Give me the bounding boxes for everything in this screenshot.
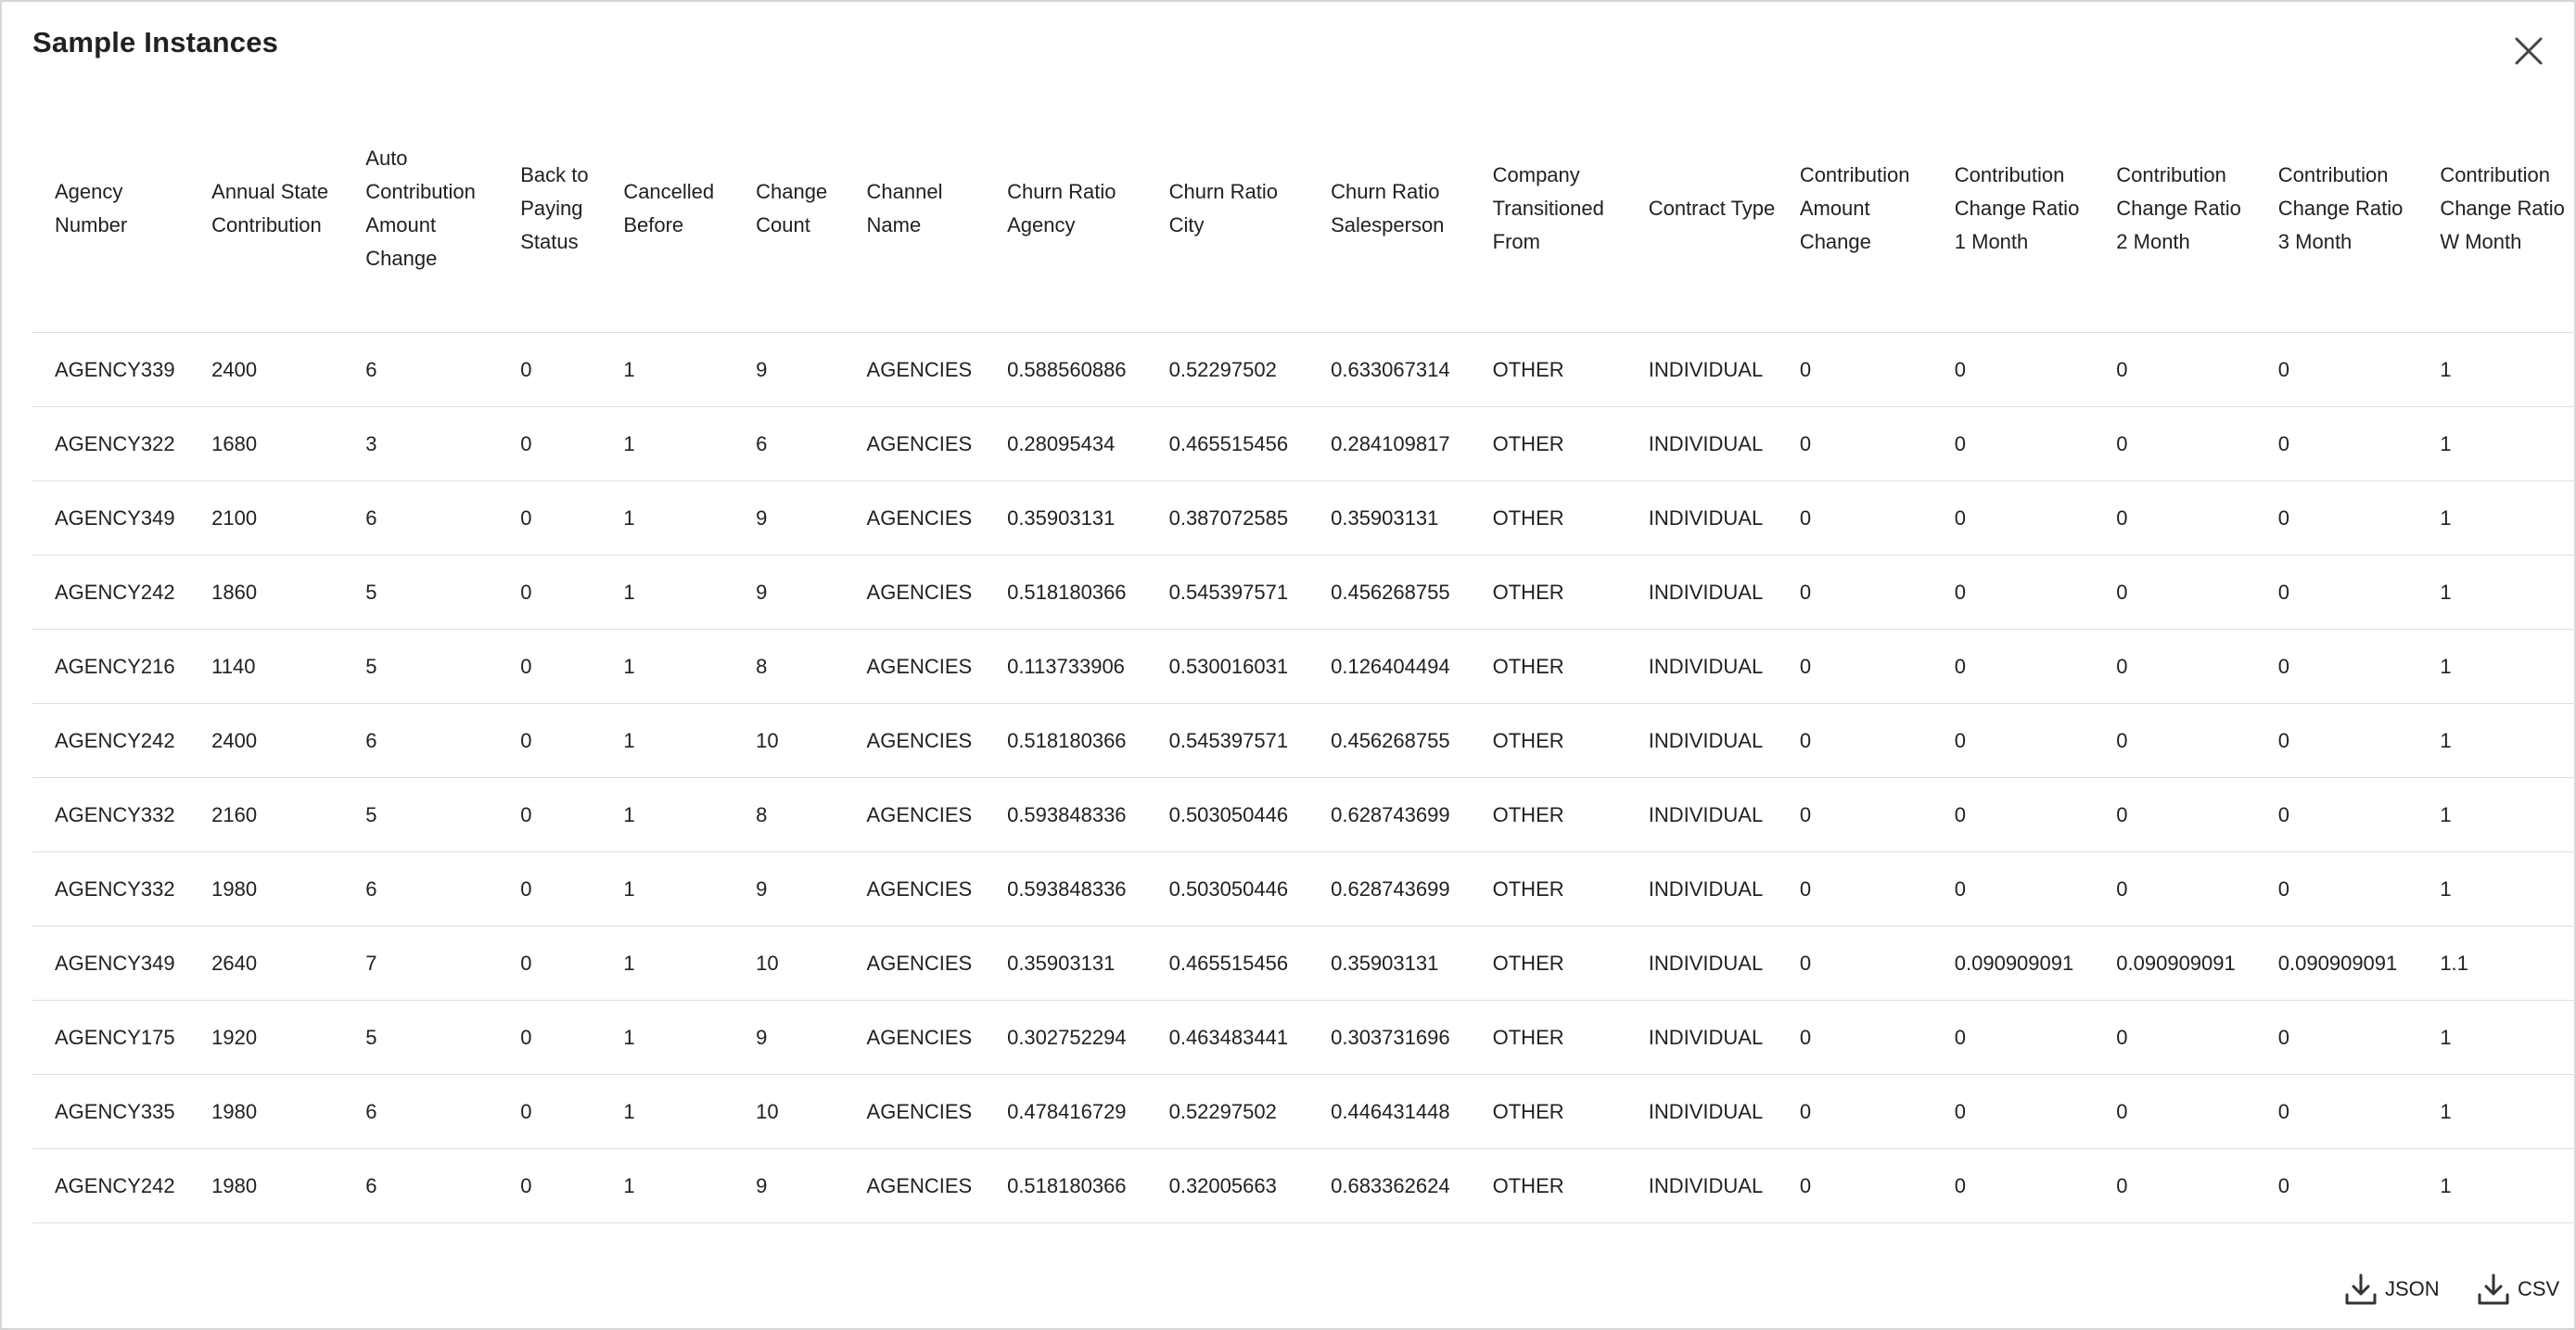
table-cell: 0.465515456 (1147, 927, 1309, 1001)
download-icon (2342, 1271, 2379, 1308)
table-cell: 0 (498, 927, 601, 1001)
table-cell: 0.303731696 (1308, 1001, 1471, 1075)
table-cell: 6 (343, 1149, 498, 1223)
table-cell: 1 (601, 556, 733, 630)
table-cell: 0.518180366 (985, 556, 1147, 630)
table-cell: 0 (2094, 704, 2256, 778)
table-cell: OTHER (1471, 1075, 1626, 1149)
table-cell: 1680 (189, 407, 343, 481)
table-cell: 0.302752294 (985, 1001, 1147, 1075)
table-cell: INDIVIDUAL (1626, 927, 1778, 1001)
table-cell: 0.090909091 (2094, 927, 2256, 1001)
column-header: Contribution Change Ratio 2 Month (2094, 85, 2256, 333)
table-cell: 5 (343, 630, 498, 704)
table-cell: 0.090909091 (2256, 927, 2418, 1001)
table-cell: 1 (2417, 556, 2576, 630)
table-cell: 0 (2256, 407, 2418, 481)
table-cell: AGENCIES (845, 481, 986, 556)
table-cell: 0 (1778, 1149, 1932, 1223)
table-cell: OTHER (1471, 778, 1626, 852)
table-cell: AGENCIES (845, 1075, 986, 1149)
table-cell: 0 (1932, 778, 2095, 852)
table-cell: 0.52297502 (1147, 333, 1309, 407)
table-row (32, 1075, 2576, 1149)
table-cell: 0 (1778, 407, 1932, 481)
table-cell: AGENCIES (845, 852, 986, 927)
table-cell: 0.518180366 (985, 704, 1147, 778)
table-cell: AGENCY335 (32, 1075, 189, 1149)
table-cell: 0 (498, 852, 601, 927)
table-cell: 0.446431448 (1308, 1075, 1471, 1149)
table-cell: OTHER (1471, 1001, 1626, 1075)
table-cell: 0.113733906 (985, 630, 1147, 704)
table-row (32, 407, 2576, 481)
table-cell: 0.456268755 (1308, 556, 1471, 630)
table-cell: 0.593848336 (985, 852, 1147, 927)
table-cell: AGENCIES (845, 704, 986, 778)
table-cell: 0.090909091 (1932, 927, 2095, 1001)
table-cell: 0 (1778, 1075, 1932, 1149)
table-cell: AGENCIES (845, 333, 986, 407)
table-cell: 0 (1932, 1001, 2095, 1075)
table-cell: 9 (733, 333, 844, 407)
table-cell: 6 (733, 407, 844, 481)
table-cell: 1 (601, 778, 733, 852)
table-cell: 0.35903131 (1308, 481, 1471, 556)
table-cell: 0 (1778, 556, 1932, 630)
table-cell: 0 (1778, 481, 1932, 556)
table-cell: AGENCY175 (32, 1001, 189, 1075)
table-cell: 0 (2094, 1075, 2256, 1149)
download-csv-button[interactable] (2475, 1271, 2559, 1308)
table-cell: 0 (498, 407, 601, 481)
table-cell: 9 (733, 481, 844, 556)
table-cell: INDIVIDUAL (1626, 852, 1778, 927)
table-cell: INDIVIDUAL (1626, 481, 1778, 556)
download-icon (2475, 1271, 2512, 1308)
table-cell: INDIVIDUAL (1626, 1149, 1778, 1223)
table-cell: 0 (498, 704, 601, 778)
table-cell: 0 (2256, 333, 2418, 407)
table-cell: 1.1 (2417, 927, 2576, 1001)
table-cell: 1 (2417, 481, 2576, 556)
table-row (32, 333, 2576, 407)
table-cell: 0.35903131 (985, 481, 1147, 556)
instances-table (32, 85, 2576, 1223)
column-header: Agency Number (32, 85, 189, 333)
table-cell: INDIVIDUAL (1626, 1001, 1778, 1075)
table-cell: OTHER (1471, 556, 1626, 630)
table-cell: 0 (498, 1149, 601, 1223)
table-row (32, 481, 2576, 556)
instances-table-container[interactable] (32, 85, 2576, 1226)
table-cell: OTHER (1471, 407, 1626, 481)
table-cell: AGENCY322 (32, 407, 189, 481)
table-row (32, 927, 2576, 1001)
table-cell: 0 (2094, 407, 2256, 481)
table-cell: 9 (733, 852, 844, 927)
table-cell: 0 (1932, 333, 2095, 407)
column-header: Contribution Amount Change (1778, 85, 1932, 333)
table-cell: 0.465515456 (1147, 407, 1309, 481)
table-cell: 1 (601, 481, 733, 556)
table-cell: 0.593848336 (985, 778, 1147, 852)
table-cell: 0 (1778, 927, 1932, 1001)
table-cell: 5 (343, 778, 498, 852)
table-cell: 2400 (189, 704, 343, 778)
column-header: Auto Contribution Amount Change (343, 85, 498, 333)
table-cell: 0 (498, 1001, 601, 1075)
table-cell: 0.518180366 (985, 1149, 1147, 1223)
table-row (32, 704, 2576, 778)
table-cell: 0 (2094, 630, 2256, 704)
table-cell: 1860 (189, 556, 343, 630)
download-json-button[interactable] (2342, 1271, 2440, 1308)
table-cell: 8 (733, 778, 844, 852)
table-cell: 0 (2094, 1149, 2256, 1223)
dialog-title: Sample Instances (32, 26, 279, 58)
table-cell: 1 (2417, 407, 2576, 481)
table-cell: 0 (2256, 481, 2418, 556)
table-cell: 1 (601, 1001, 733, 1075)
table-cell: 0 (2256, 704, 2418, 778)
table-cell: 0 (2094, 481, 2256, 556)
table-cell: 1 (2417, 778, 2576, 852)
column-header: Churn Ratio City (1147, 85, 1309, 333)
table-cell: AGENCIES (845, 1149, 986, 1223)
table-cell: 1 (601, 704, 733, 778)
column-header: Company Transitioned From (1471, 85, 1626, 333)
column-header: Back to Paying Status (498, 85, 601, 333)
table-cell: 0.478416729 (985, 1075, 1147, 1149)
table-cell: 6 (343, 333, 498, 407)
table-row (32, 852, 2576, 927)
table-cell: 0 (2256, 852, 2418, 927)
column-header: Contribution Change Ratio W Month (2417, 85, 2576, 333)
table-body (32, 333, 2576, 1223)
table-cell: AGENCY216 (32, 630, 189, 704)
table-cell: 0 (2094, 852, 2256, 927)
table-cell: INDIVIDUAL (1626, 778, 1778, 852)
table-cell: 9 (733, 556, 844, 630)
table-cell: 0 (498, 630, 601, 704)
header-row (32, 85, 2576, 333)
table-cell: 0 (1932, 1075, 2095, 1149)
table-cell: AGENCY349 (32, 927, 189, 1001)
table-cell: 0 (2094, 778, 2256, 852)
column-header: Contribution Change Ratio 3 Month (2256, 85, 2418, 333)
table-cell: 5 (343, 1001, 498, 1075)
table-cell: 0.503050446 (1147, 852, 1309, 927)
table-cell: 0.628743699 (1308, 778, 1471, 852)
table-cell: OTHER (1471, 630, 1626, 704)
table-cell: 0 (2256, 1001, 2418, 1075)
table-cell: 0 (1778, 1001, 1932, 1075)
table-cell: INDIVIDUAL (1626, 333, 1778, 407)
table-cell: 0 (2256, 630, 2418, 704)
table-cell: 0.456268755 (1308, 704, 1471, 778)
table-cell: INDIVIDUAL (1626, 630, 1778, 704)
table-cell: AGENCY242 (32, 556, 189, 630)
table-cell: OTHER (1471, 927, 1626, 1001)
download-json-label: JSON (2385, 1277, 2440, 1300)
close-button[interactable] (2506, 28, 2552, 74)
table-cell: 0.633067314 (1308, 333, 1471, 407)
table-cell: 2400 (189, 333, 343, 407)
table-cell: AGENCIES (845, 1001, 986, 1075)
table-cell: 1980 (189, 1149, 343, 1223)
table-cell: 0 (498, 481, 601, 556)
table-cell: 0 (1932, 630, 2095, 704)
table-cell: AGENCY349 (32, 481, 189, 556)
table-cell: 0.463483441 (1147, 1001, 1309, 1075)
column-header: Channel Name (845, 85, 986, 333)
table-cell: 5 (343, 556, 498, 630)
table-row (32, 1149, 2576, 1223)
table-cell: 1 (2417, 1149, 2576, 1223)
table-cell: 1 (601, 1075, 733, 1149)
table-cell: OTHER (1471, 333, 1626, 407)
table-cell: 0 (498, 333, 601, 407)
table-cell: 0.35903131 (1308, 927, 1471, 1001)
table-cell: OTHER (1471, 852, 1626, 927)
table-cell: 0.545397571 (1147, 556, 1309, 630)
table-cell: 10 (733, 927, 844, 1001)
table-cell: 1 (601, 333, 733, 407)
table-cell: 0 (1778, 630, 1932, 704)
table-cell: 0 (2094, 556, 2256, 630)
table-cell: 0.28095434 (985, 407, 1147, 481)
table-cell: 0 (1778, 333, 1932, 407)
close-icon (2514, 36, 2544, 66)
table-cell: 0.530016031 (1147, 630, 1309, 704)
table-cell: OTHER (1471, 1149, 1626, 1223)
table-cell: 0 (1778, 778, 1932, 852)
table-cell: 0.683362624 (1308, 1149, 1471, 1223)
column-header: Contract Type (1626, 85, 1778, 333)
table-cell: 0 (2256, 778, 2418, 852)
table-cell: 0.126404494 (1308, 630, 1471, 704)
table-cell: 1 (601, 927, 733, 1001)
table-cell: 1 (601, 630, 733, 704)
table-cell: 0 (2094, 333, 2256, 407)
table-cell: 0 (1932, 1149, 2095, 1223)
table-cell: 0 (1932, 556, 2095, 630)
table-cell: 8 (733, 630, 844, 704)
table-cell: 1 (2417, 704, 2576, 778)
table-cell: INDIVIDUAL (1626, 704, 1778, 778)
table-cell: OTHER (1471, 704, 1626, 778)
column-header: Churn Ratio Agency (985, 85, 1147, 333)
column-header: Annual State Contribution (189, 85, 343, 333)
table-cell: 0 (1932, 407, 2095, 481)
table-cell: 6 (343, 1075, 498, 1149)
table-cell: 2640 (189, 927, 343, 1001)
table-cell: 10 (733, 704, 844, 778)
table-cell: 3 (343, 407, 498, 481)
table-cell: 1 (601, 407, 733, 481)
table-cell: AGENCY242 (32, 704, 189, 778)
table-cell: 0 (1932, 852, 2095, 927)
table-cell: 1 (601, 1149, 733, 1223)
table-cell: INDIVIDUAL (1626, 1075, 1778, 1149)
table-cell: 6 (343, 481, 498, 556)
table-row (32, 630, 2576, 704)
table-cell: 0 (498, 556, 601, 630)
table-cell: 0 (498, 1075, 601, 1149)
table-header (32, 85, 2576, 333)
table-row (32, 1001, 2576, 1075)
table-cell: 1 (2417, 1001, 2576, 1075)
table-cell: 9 (733, 1149, 844, 1223)
table-cell: 0.503050446 (1147, 778, 1309, 852)
table-cell: AGENCIES (845, 778, 986, 852)
table-cell: 0 (1778, 852, 1932, 927)
column-header: Contribution Change Ratio 1 Month (1932, 85, 2095, 333)
table-cell: 0 (1932, 704, 2095, 778)
table-cell: INDIVIDUAL (1626, 407, 1778, 481)
table-cell: 0.387072585 (1147, 481, 1309, 556)
table-cell: AGENCIES (845, 927, 986, 1001)
table-cell: 1 (2417, 1075, 2576, 1149)
table-cell: 1 (2417, 852, 2576, 927)
table-cell: 0 (2256, 1075, 2418, 1149)
table-cell: 0.588560886 (985, 333, 1147, 407)
table-cell: AGENCIES (845, 556, 986, 630)
table-cell: 0 (2256, 556, 2418, 630)
table-cell: 0 (2094, 1001, 2256, 1075)
table-cell: 0.545397571 (1147, 704, 1309, 778)
table-cell: AGENCY242 (32, 1149, 189, 1223)
table-cell: 1 (601, 852, 733, 927)
table-cell: 2100 (189, 481, 343, 556)
table-cell: 6 (343, 704, 498, 778)
table-cell: 0.628743699 (1308, 852, 1471, 927)
column-header: Change Count (733, 85, 844, 333)
table-cell: 0.52297502 (1147, 1075, 1309, 1149)
table-cell: OTHER (1471, 481, 1626, 556)
table-cell: 10 (733, 1075, 844, 1149)
download-csv-label: CSV (2518, 1277, 2560, 1300)
table-cell: AGENCY332 (32, 852, 189, 927)
table-cell: 7 (343, 927, 498, 1001)
table-cell: 1140 (189, 630, 343, 704)
table-cell: INDIVIDUAL (1626, 556, 1778, 630)
table-cell: AGENCIES (845, 630, 986, 704)
table-cell: 0.32005663 (1147, 1149, 1309, 1223)
table-cell: 1 (2417, 630, 2576, 704)
table-cell: 1980 (189, 1075, 343, 1149)
table-cell: 0 (1778, 704, 1932, 778)
table-cell: 0.35903131 (985, 927, 1147, 1001)
table-row (32, 778, 2576, 852)
column-header: Churn Ratio Salesperson (1308, 85, 1471, 333)
table-cell: 9 (733, 1001, 844, 1075)
table-cell: 1920 (189, 1001, 343, 1075)
table-cell: 6 (343, 852, 498, 927)
table-cell: 2160 (189, 778, 343, 852)
table-cell: 1 (2417, 333, 2576, 407)
table-cell: AGENCY339 (32, 333, 189, 407)
table-cell: AGENCY332 (32, 778, 189, 852)
table-cell: 0 (2256, 1149, 2418, 1223)
table-cell: 1980 (189, 852, 343, 927)
table-cell: 0 (498, 778, 601, 852)
table-cell: 0.284109817 (1308, 407, 1471, 481)
table-cell: 0 (1932, 481, 2095, 556)
table-cell: AGENCIES (845, 407, 986, 481)
column-header: Cancelled Before (601, 85, 733, 333)
table-row (32, 556, 2576, 630)
